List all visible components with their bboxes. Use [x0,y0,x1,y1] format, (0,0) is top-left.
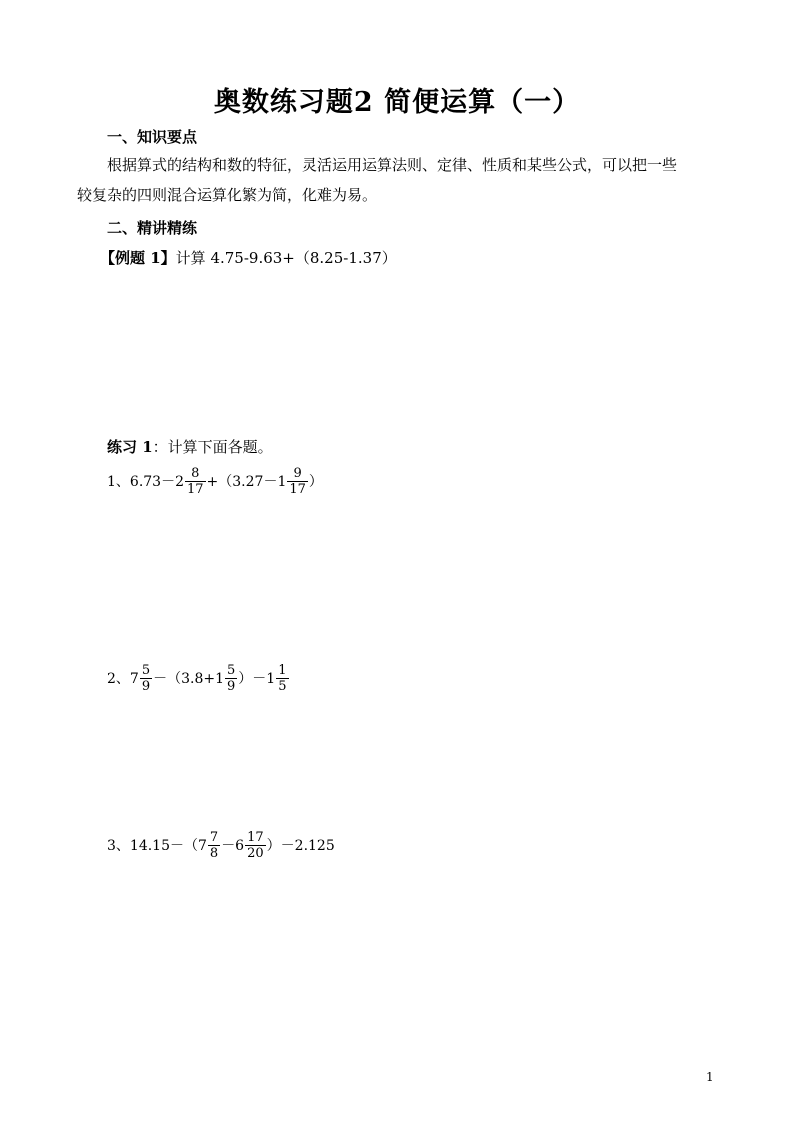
numerator: 7 [209,829,219,845]
paragraph-line-2: 较复杂的四则混合运算化繁为简，化难为易。 [77,186,378,204]
section-heading-practice: 二、精讲精练 [107,219,198,237]
denominator: 5 [278,678,287,694]
problem-2 [107,658,290,698]
example-text: 计算 4.75-9.63+（8.25-1.37） [175,249,397,267]
fraction [225,663,237,694]
denominator: 8 [209,845,219,861]
denominator: 9 [227,678,236,694]
fraction [185,466,206,497]
page-number: 1 [706,1070,714,1084]
fraction [140,663,152,694]
numerator: 17 [247,829,264,845]
denominator: 9 [141,678,151,694]
problem-2-mid: －（3.8+1 [153,671,225,687]
page-title: 奥数练习题2 简便运算（一） [213,87,581,118]
exercise-label-rest: ：计算下面各题。 [152,438,273,456]
paragraph-line-1: 根据算式的结构和数的特征，灵活运用运算法则、定律、性质和某些公式，可以把一些 [107,156,678,174]
fraction [287,466,308,497]
problem-2-prefix: 2、7 [107,671,139,687]
fraction [208,830,220,861]
example-label: 【例题 1】 [100,249,176,267]
exercise-heading [107,436,273,457]
section-heading-knowledge: 一、知识要点 [107,128,198,146]
numerator: 1 [278,662,287,678]
denominator: 17 [187,481,204,497]
fraction [276,663,288,694]
example-1 [100,247,397,268]
problem-3-prefix: 3、14.15－（7 [107,838,207,854]
numerator: 5 [141,662,151,678]
numerator: 5 [227,662,236,678]
problem-3 [107,825,335,865]
denominator: 20 [247,845,264,861]
exercise-label: 练习 1 [107,438,153,456]
problem-1-mid: +（3.27－1 [206,474,287,490]
problem-1-suffix: ） [308,474,323,490]
fraction [245,830,266,861]
problem-1 [107,461,323,501]
problem-2-mid2: ）－1 [238,671,276,687]
problem-3-suffix: ）－2.125 [266,838,335,854]
numerator: 9 [293,465,302,481]
problem-1-prefix: 1、6.73－2 [107,474,184,490]
problem-3-mid: －6 [221,838,245,854]
denominator: 17 [289,481,306,497]
numerator: 8 [191,465,200,481]
